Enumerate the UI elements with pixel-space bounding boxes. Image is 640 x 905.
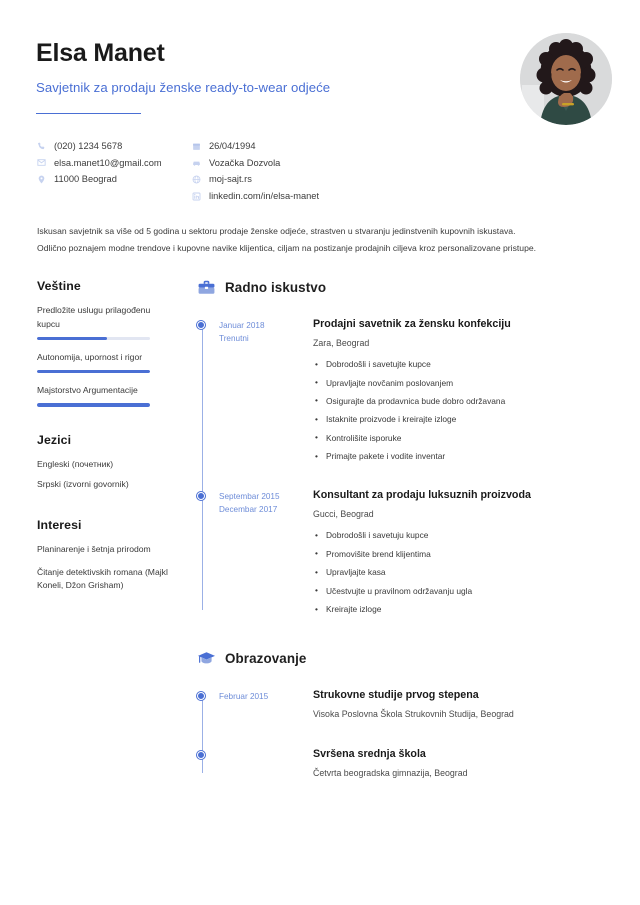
summary-line-2: Odlično poznajem modne trendove i kupovne navike klijentica, ciljam na postizanje prodajnih ciljeva kroz personalizovane pristupe. — [37, 243, 537, 254]
phone-icon — [37, 142, 46, 151]
skill-progress-fill — [37, 403, 150, 406]
date-end: Trenutni — [219, 334, 249, 344]
summary-line-1: Iskusan savjetnik sa više od 5 godina u sektoru prodaje ženske odjeće, strastven u stvaranju jedinstvenih kupovnih iskustava. — [37, 226, 516, 237]
list-item: • Upravljajte kasa — [313, 567, 614, 579]
linkedin-icon — [192, 192, 201, 201]
list-item: • Dobrodošli i savetuju kupce — [313, 530, 614, 542]
education-degree: Strukovne studije prvog stepena — [313, 688, 479, 701]
experience-org: Gucci, Beograd — [313, 509, 374, 520]
education-entry — [219, 689, 614, 720]
experience-entry — [219, 489, 614, 616]
date-start: Septembar 2015 — [219, 492, 280, 502]
contact-phone-text: (020) 1234 5678 — [54, 141, 123, 151]
education-school: Četvrta beogradska gimnazija, Beograd — [313, 768, 468, 779]
experience-dates — [219, 489, 307, 616]
skill-item — [37, 304, 173, 340]
education-timeline — [197, 689, 614, 779]
timeline-dot — [197, 692, 205, 700]
date-end: Decembar 2017 — [219, 505, 278, 515]
education-section-header — [197, 650, 614, 667]
language-item: Srpski (izvorni govornik) — [37, 478, 129, 489]
contact-birthdate-text: 26/04/1994 — [209, 141, 256, 151]
skill-progress-track — [37, 337, 150, 340]
experience-bullets — [313, 359, 614, 463]
list-item: • Primajte pakete i vodite inventar — [313, 451, 614, 463]
skill-progress-track — [37, 370, 150, 373]
contact-block — [0, 125, 640, 201]
education-dates — [219, 748, 307, 779]
education-entry — [219, 748, 614, 779]
list-item: • Dobrodošli i savetujte kupce — [313, 359, 614, 371]
profile-summary — [0, 201, 640, 257]
timeline-dot — [197, 321, 205, 329]
contact-website-text: moj-sajt.rs — [209, 174, 252, 185]
contact-linkedin-text: linkedin.com/in/elsa-manet — [209, 191, 320, 202]
contact-driving-license — [192, 158, 422, 168]
education-heading: Obrazovanje — [225, 650, 307, 666]
avatar — [520, 33, 612, 125]
contact-phone — [37, 141, 192, 151]
list-item: • Osigurajte da prodavnica bude dobro održavana — [313, 396, 614, 408]
location-pin-icon — [37, 175, 46, 184]
email-icon — [37, 158, 46, 167]
timeline-line — [202, 693, 203, 773]
list-item: • Upravljajte novčanim poslovanjem — [313, 378, 614, 390]
experience-dates — [219, 318, 307, 463]
education-dates — [219, 689, 307, 720]
date-start: Januar 2018 — [219, 320, 265, 330]
interest-item: Planinarenje i šetnja prirodom — [37, 543, 151, 554]
list-item: • Kreirajte izloge — [313, 604, 614, 616]
skill-label: Autonomija, upornost i rigor — [37, 352, 143, 363]
title-divider — [36, 113, 141, 114]
calendar-icon — [192, 142, 201, 151]
timeline-line — [202, 322, 203, 610]
timeline-dot — [197, 492, 205, 500]
skill-item — [37, 351, 173, 373]
skill-label: Predložite uslugu prilagođenu kupcu — [37, 304, 151, 329]
contact-birthdate — [192, 141, 422, 151]
experience-role: Konsultant za prodaju luksuznih proizvoda — [313, 489, 531, 502]
interests-heading: Interesi — [37, 517, 82, 532]
education-details — [307, 748, 614, 779]
car-icon — [192, 158, 201, 167]
header-text-block — [36, 33, 330, 114]
languages-heading: Jezici — [37, 432, 72, 447]
experience-details — [307, 489, 614, 616]
contact-column-right — [192, 141, 422, 201]
experience-bullets — [313, 530, 614, 616]
experience-org: Zara, Beograd — [313, 337, 370, 348]
experience-timeline — [197, 318, 614, 616]
list-item: • Kontrolišite isporuke — [313, 433, 614, 445]
language-item: Engleski (почетник) — [37, 458, 114, 469]
contact-email[interactable] — [37, 158, 192, 168]
experience-entry — [219, 318, 614, 463]
experience-heading: Radno iskustvo — [225, 279, 327, 295]
contact-website[interactable] — [192, 174, 422, 184]
page-title: Elsa Manet — [36, 39, 165, 67]
education-degree: Svršena srednja škola — [313, 748, 426, 761]
list-item: • Učestvujte u pravilnom održavanju ugla — [313, 586, 614, 598]
briefcase-icon — [197, 279, 216, 296]
timeline-dot — [197, 751, 205, 759]
date-start: Februar 2015 — [219, 691, 269, 701]
list-item: • Istaknite proizvode i kreirajte izloge — [313, 414, 614, 426]
contact-location — [37, 174, 192, 184]
skills-heading: Veštine — [37, 278, 81, 293]
contact-linkedin[interactable] — [192, 191, 422, 201]
skill-label: Majstorstvo Argumentacije — [37, 385, 138, 396]
resume-header — [0, 0, 640, 125]
job-title-subtitle: Savjetnik za prodaju ženske ready-to-wear odjeće — [36, 79, 331, 95]
experience-details — [307, 318, 614, 463]
main-column — [185, 279, 640, 780]
globe-icon — [192, 175, 201, 184]
skill-progress-track — [37, 403, 150, 406]
contact-column-left — [37, 141, 192, 201]
interest-item: Čitanje detektivskih romana (Majkl Koneli, Džon Grisham) — [37, 566, 168, 591]
list-item: • Promovišite brend klijentima — [313, 549, 614, 561]
contact-email-text: elsa.manet10@gmail.com — [54, 157, 162, 168]
education-details — [307, 689, 614, 720]
resume-body — [0, 257, 640, 780]
education-school: Visoka Poslovna Škola Strukovnih Studija, Beograd — [313, 708, 514, 719]
sidebar — [0, 279, 185, 780]
experience-role: Prodajni savetnik za žensku konfekciju — [313, 317, 511, 330]
contact-driving-license-text: Vozačka Dozvola — [209, 157, 281, 168]
contact-location-text: 11000 Beograd — [54, 174, 117, 185]
skill-progress-fill — [37, 370, 150, 373]
skill-progress-fill — [37, 337, 107, 340]
skill-item — [37, 384, 173, 406]
experience-section-header — [197, 279, 614, 296]
graduation-cap-icon — [197, 650, 216, 667]
